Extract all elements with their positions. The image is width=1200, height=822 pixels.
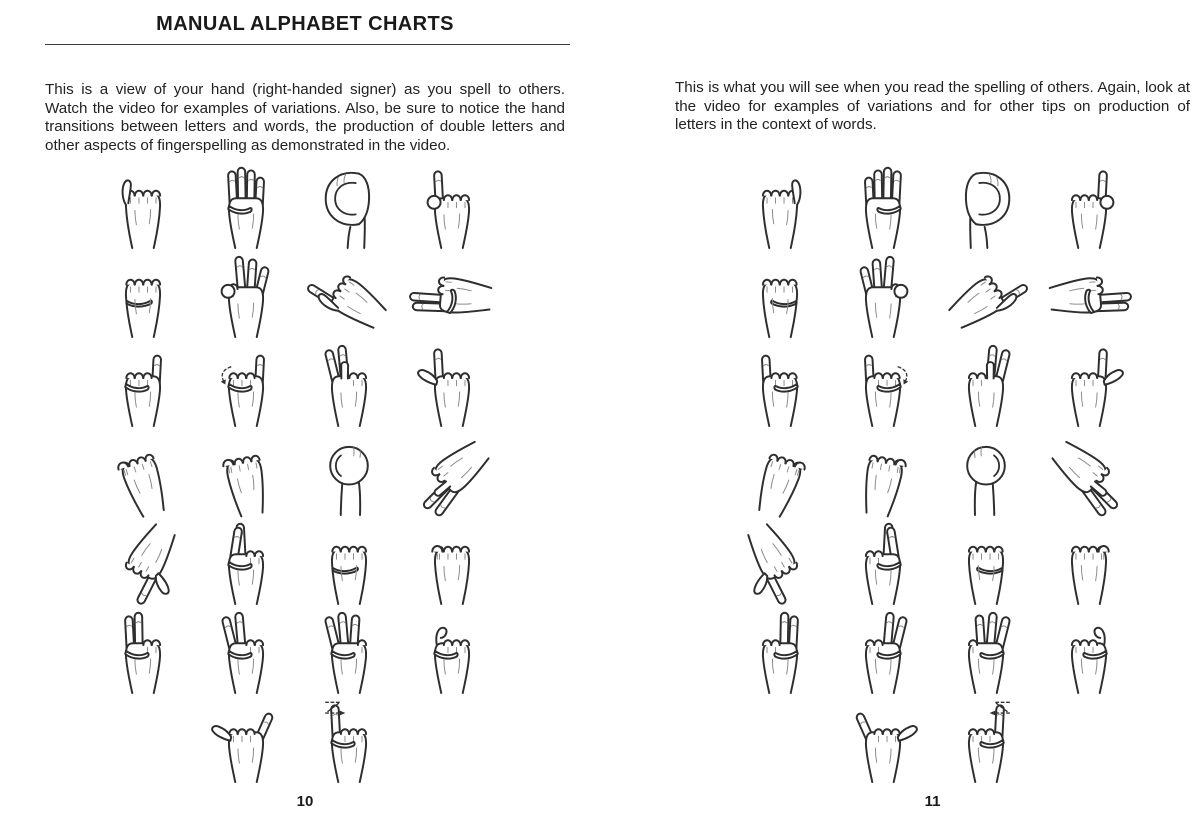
hand-sign-B <box>831 160 934 249</box>
manual-alphabet-grid-reader-view <box>728 160 1140 783</box>
manual-alphabet-grid-signer-view <box>91 160 503 783</box>
hand-sign-Y <box>194 694 297 783</box>
c-handshape-icon <box>940 162 1032 248</box>
w-handshape-icon <box>940 607 1032 693</box>
hand-sign-H <box>1037 249 1140 338</box>
r-handshape-icon <box>837 518 929 604</box>
t-handshape-icon <box>1043 518 1135 604</box>
page-right <box>600 0 1200 822</box>
hand-sign-G <box>934 249 1037 338</box>
hand-sign-E <box>91 249 194 338</box>
hand-sign-J <box>831 338 934 427</box>
hand-sign-C <box>297 160 400 249</box>
hand-sign-V <box>831 605 934 694</box>
a-handshape-icon <box>734 162 826 248</box>
w-handshape-icon <box>303 607 395 693</box>
hand-sign-F <box>831 249 934 338</box>
l-handshape-icon <box>1043 340 1135 426</box>
a-handshape-icon <box>97 162 189 248</box>
p-handshape-icon <box>1043 429 1135 515</box>
page-number-right: 11 <box>924 793 941 810</box>
f-handshape-icon <box>200 251 292 337</box>
hand-sign-U <box>728 605 831 694</box>
hand-sign-W <box>297 605 400 694</box>
s-handshape-icon <box>303 518 395 604</box>
z-handshape-icon <box>303 696 395 782</box>
hand-sign-I <box>728 338 831 427</box>
hand-sign-R <box>831 516 934 605</box>
hand-sign-P <box>1037 427 1140 516</box>
hand-sign-Q <box>91 516 194 605</box>
hand-sign-G <box>297 249 400 338</box>
hand-sign-R <box>194 516 297 605</box>
hand-sign-D <box>400 160 503 249</box>
intro-paragraph-right: This is what you will see when you read the spelling of others. Again, look at the video for examples of variations and for other tips on production of letters in the context of words. <box>675 79 1190 134</box>
hand-sign-X <box>1037 605 1140 694</box>
hand-sign-J <box>194 338 297 427</box>
s-handshape-icon <box>940 518 1032 604</box>
hand-sign-L <box>1037 338 1140 427</box>
hand-sign-C <box>934 160 1037 249</box>
y-handshape-icon <box>200 696 292 782</box>
h-handshape-icon <box>1043 251 1135 337</box>
hand-sign-W <box>934 605 1037 694</box>
hand-sign-N <box>194 427 297 516</box>
f-handshape-icon <box>837 251 929 337</box>
hand-sign-F <box>194 249 297 338</box>
r-handshape-icon <box>200 518 292 604</box>
q-handshape-icon <box>97 518 189 604</box>
m-handshape-icon <box>734 429 826 515</box>
hand-sign-X <box>400 605 503 694</box>
hand-sign-Z <box>934 694 1037 783</box>
e-handshape-icon <box>97 251 189 337</box>
page-title: MANUAL ALPHABET CHARTS <box>156 13 454 35</box>
v-handshape-icon <box>200 607 292 693</box>
hand-sign-M <box>728 427 831 516</box>
hand-sign-Z <box>297 694 400 783</box>
hand-sign-M <box>91 427 194 516</box>
g-handshape-icon <box>303 251 395 337</box>
u-handshape-icon <box>734 607 826 693</box>
hand-sign-A <box>728 160 831 249</box>
hand-sign-K <box>297 338 400 427</box>
hand-sign-L <box>400 338 503 427</box>
o-handshape-icon <box>940 429 1032 515</box>
hand-sign-Q <box>728 516 831 605</box>
x-handshape-icon <box>406 607 498 693</box>
i-handshape-icon <box>97 340 189 426</box>
hand-sign-N <box>831 427 934 516</box>
k-handshape-icon <box>940 340 1032 426</box>
t-handshape-icon <box>406 518 498 604</box>
z-handshape-icon <box>940 696 1032 782</box>
hand-sign-Y <box>831 694 934 783</box>
hand-sign-B <box>194 160 297 249</box>
intro-paragraph-left: This is a view of your hand (right-handed signer) as you spell to others. Watch the video for examples of variations. Also, be sure to notice the hand transitions between letters and words, the production of double letters and other aspects of fingerspelling as demonstrated in the video. <box>45 81 565 154</box>
y-handshape-icon <box>837 696 929 782</box>
hand-sign-D <box>1037 160 1140 249</box>
hand-sign-S <box>297 516 400 605</box>
hand-sign-T <box>1037 516 1140 605</box>
page-number-left: 10 <box>296 793 314 810</box>
p-handshape-icon <box>406 429 498 515</box>
h-handshape-icon <box>406 251 498 337</box>
hand-sign-T <box>400 516 503 605</box>
k-handshape-icon <box>303 340 395 426</box>
hand-sign-U <box>91 605 194 694</box>
l-handshape-icon <box>406 340 498 426</box>
j-handshape-icon <box>837 340 929 426</box>
j-handshape-icon <box>200 340 292 426</box>
d-handshape-icon <box>406 162 498 248</box>
hand-sign-O <box>934 427 1037 516</box>
e-handshape-icon <box>734 251 826 337</box>
b-handshape-icon <box>837 162 929 248</box>
hand-sign-P <box>400 427 503 516</box>
hand-sign-A <box>91 160 194 249</box>
x-handshape-icon <box>1043 607 1135 693</box>
hand-sign-H <box>400 249 503 338</box>
hand-sign-I <box>91 338 194 427</box>
g-handshape-icon <box>940 251 1032 337</box>
d-handshape-icon <box>1043 162 1135 248</box>
u-handshape-icon <box>97 607 189 693</box>
n-handshape-icon <box>837 429 929 515</box>
hand-sign-V <box>194 605 297 694</box>
n-handshape-icon <box>200 429 292 515</box>
title-divider <box>45 44 570 45</box>
c-handshape-icon <box>303 162 395 248</box>
i-handshape-icon <box>734 340 826 426</box>
hand-sign-K <box>934 338 1037 427</box>
q-handshape-icon <box>734 518 826 604</box>
hand-sign-E <box>728 249 831 338</box>
m-handshape-icon <box>97 429 189 515</box>
hand-sign-O <box>297 427 400 516</box>
v-handshape-icon <box>837 607 929 693</box>
hand-sign-S <box>934 516 1037 605</box>
o-handshape-icon <box>303 429 395 515</box>
b-handshape-icon <box>200 162 292 248</box>
